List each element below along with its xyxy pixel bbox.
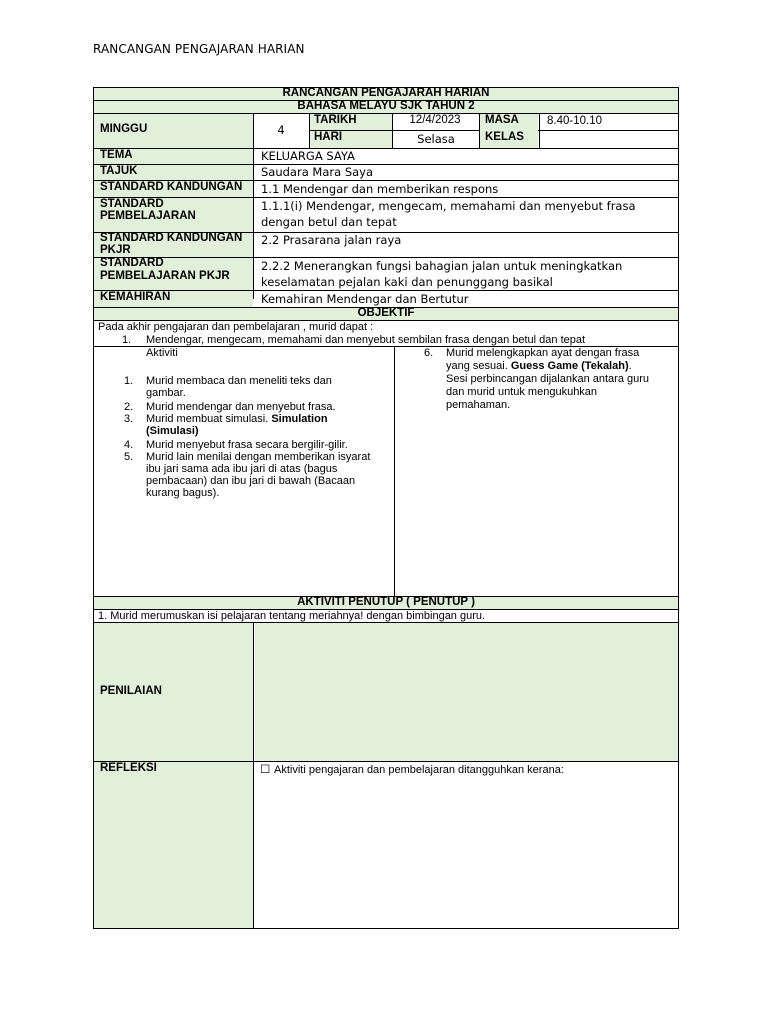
standard-pembelajaran-pkjr-value-2: keselamatan pejalan kaki dan penunggang basikal <box>261 275 553 289</box>
standard-kandungan-pkjr-label-1: STANDARD KANDUNGAN <box>100 232 243 244</box>
standard-kandungan-value: 1.1 Mendengar dan memberikan respons <box>261 182 499 196</box>
title-subject: BAHASA MELAYU SJK TAHUN 2 <box>297 100 475 112</box>
refleksi-checkbox[interactable]: ☐ <box>260 764 271 776</box>
penutup-header: AKTIVITI PENUTUP ( PENUTUP ) <box>297 596 475 608</box>
objektif-intro: Pada akhir pengajaran dan pembelajaran , murid dapat : <box>98 321 374 333</box>
aktiviti-item: 2. Murid mendengar dan menyebut frasa. <box>124 401 336 413</box>
refleksi-label: REFLEKSI <box>100 762 157 774</box>
penilaian-input-cell[interactable] <box>255 623 678 761</box>
penutup-text: 1. Murid merumuskan isi pelajaran tentang meriahnya! dengan bimbingan guru. <box>98 610 486 622</box>
standard-kandungan-pkjr-label-2: PKJR <box>100 244 131 256</box>
standard-pembelajaran-label-1: STANDARD <box>100 198 164 210</box>
aktiviti-item: 3. Murid membuat simulasi. Simulation (Simulasi) <box>124 413 328 437</box>
kelas-label: KELAS <box>485 131 524 143</box>
aktiviti-item: 5. Murid lain menilai dengan memberikan isyarat ibu jari sama ada ibu jari di atas (bagus pembacaan) dan ibu jari di bawah (Bacaan kurang bagus). <box>124 451 371 499</box>
aktiviti-item: 4. Murid menyebut frasa secara bergilir-gilir. <box>124 439 348 451</box>
standard-kandungan-pkjr-value: 2.2 Prasarana jalan raya <box>261 233 402 247</box>
standard-pembelajaran-value-2: dengan betul dan tepat <box>261 215 397 229</box>
aktiviti-item-6: 6. Murid melengkapkan ayat dengan frasa yang sesuai. Guess Game (Tekalah). Sesi perbincangan dijalankan antara guru dan murid untuk mengukuhkan pemahaman. <box>424 347 650 411</box>
title-main: RANCANGAN PENGAJARAH HARIAN <box>282 87 490 99</box>
tema-value: KELUARGA SAYA <box>261 149 355 163</box>
masa-label: MASA <box>485 114 519 126</box>
minggu-label: MINGGU <box>100 123 148 135</box>
aktiviti-item: 1. Murid membaca dan meneliti teks dan gambar. <box>124 375 332 399</box>
tarikh-label: TARIKH <box>314 114 357 126</box>
hari-label: HARI <box>314 131 343 143</box>
document-header: RANCANGAN PENGAJARAN HARIAN <box>93 42 305 56</box>
standard-pembelajaran-label-2: PEMBELAJARAN <box>100 210 196 222</box>
kemahiran-value: Kemahiran Mendengar dan Bertutur <box>261 292 469 306</box>
kemahiran-label: KEMAHIRAN <box>100 291 171 303</box>
refleksi-label-cell <box>94 762 253 928</box>
hari-value: Selasa <box>417 132 455 146</box>
refleksi-text: Aktiviti pengajaran dan pembelajaran ditangguhkan kerana: <box>274 764 564 776</box>
penilaian-label: PENILAIAN <box>100 685 162 697</box>
standard-pembelajaran-pkjr-label-2: PEMBELAJARAN PKJR <box>100 270 230 282</box>
standard-pembelajaran-value-1: 1.1.1(i) Mendengar, mengecam, memahami dan menyebut frasa <box>261 199 636 213</box>
objektif-header: OBJEKTIF <box>357 307 415 319</box>
aktiviti-list <box>124 375 384 505</box>
standard-kandungan-label: STANDARD KANDUNGAN <box>100 181 243 193</box>
tarikh-value: 12/4/2023 <box>409 114 461 126</box>
objektif-number: 1. <box>122 334 132 346</box>
minggu-value: 4 <box>277 123 285 137</box>
tajuk-label: TAJUK <box>100 165 138 177</box>
objektif-item: Mendengar, mengecam, memahami dan menyebut sembilan frasa dengan betul dan tepat <box>146 334 586 346</box>
aktiviti-label: Aktiviti <box>146 347 178 359</box>
masa-value: 8.40-10.10 <box>547 115 602 127</box>
standard-pembelajaran-pkjr-label-1: STANDARD <box>100 257 164 269</box>
tajuk-value: Saudara Mara Saya <box>261 165 374 179</box>
standard-pembelajaran-pkjr-value-1: 2.2.2 Menerangkan fungsi bahagian jalan untuk meningkatkan <box>261 259 623 273</box>
tema-label: TEMA <box>100 149 133 161</box>
